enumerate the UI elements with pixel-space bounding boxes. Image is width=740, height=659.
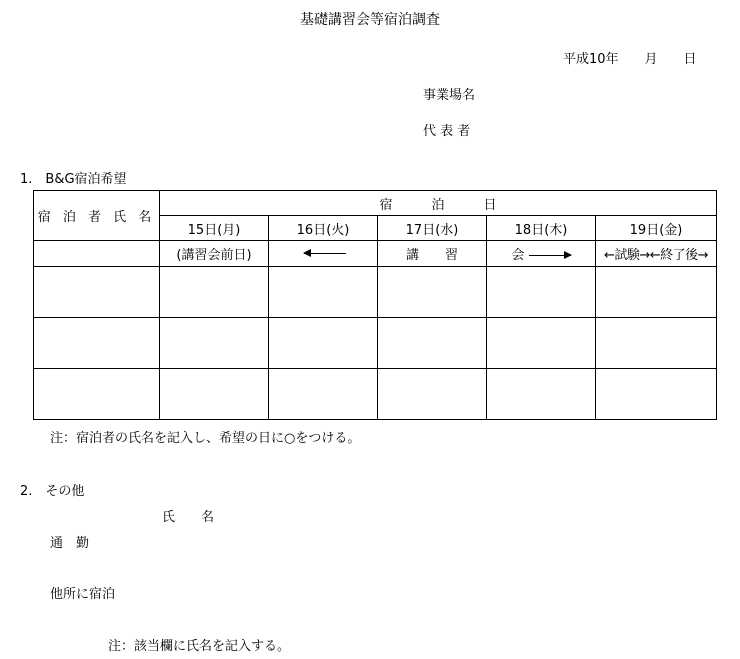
day-header-19: 19日(金) [596,216,717,241]
day-cell[interactable] [269,369,378,420]
section2-note: 注：該当欄に氏名を記入する。 [108,639,291,654]
name-label: 氏 名 [162,510,215,525]
business-name-label: 事業場名 [423,88,476,103]
date-line: 平成10年 月 日 [563,52,697,67]
day-cell[interactable] [378,267,487,318]
day-header-17: 17日(水) [378,216,487,241]
sub-empty-cell [34,241,160,267]
left-arrow-icon [304,253,346,254]
day-cell[interactable] [269,267,378,318]
document-title: 基礎講習会等宿泊調査 [300,12,440,28]
day-cell[interactable] [378,318,487,369]
representative-label: 代 表 者 [423,124,471,139]
day-cell[interactable] [160,267,269,318]
day-cell[interactable] [160,318,269,369]
day-cell[interactable] [487,369,596,420]
day-header-18: 18日(木) [487,216,596,241]
guest-name-header: 宿 泊 者 氏 名 [34,191,160,241]
day-cell[interactable] [596,369,717,420]
sub-note-18: 会 [511,248,525,263]
accommodation-table [33,190,717,420]
sub-cell-18 [487,241,596,267]
day-cell[interactable] [378,369,487,420]
guest-name-cell[interactable] [34,369,160,420]
other-stay-label: 他所に宿泊 [50,587,116,602]
section1-heading: 1. B&G宿泊希望 [20,172,127,187]
day-header-16: 16日(火) [269,216,378,241]
table-row [34,369,717,420]
guest-name-cell[interactable] [34,318,160,369]
day-cell[interactable] [596,267,717,318]
section2-heading: 2. その他 [20,484,85,499]
day-cell[interactable] [487,267,596,318]
table-row [34,318,717,369]
day-header-15: 15日(月) [160,216,269,241]
right-arrow-icon [529,255,571,256]
sub-note-15: (講習会前日) [160,241,269,267]
stay-date-header: 宿 泊 日 [160,191,717,216]
day-cell[interactable] [487,318,596,369]
guest-name-cell[interactable] [34,267,160,318]
sub-note-19: ←試験→←終了後→ [596,241,717,267]
day-cell[interactable] [160,369,269,420]
day-cell[interactable] [596,318,717,369]
commute-label: 通 勤 [50,536,90,551]
sub-note-17: 講 習 [378,241,487,267]
day-cell[interactable] [269,318,378,369]
section1-note: 注：宿泊者の氏名を記入し、希望の日に○をつける。 [50,431,361,446]
sub-cell-16 [269,241,378,267]
table-row [34,267,717,318]
